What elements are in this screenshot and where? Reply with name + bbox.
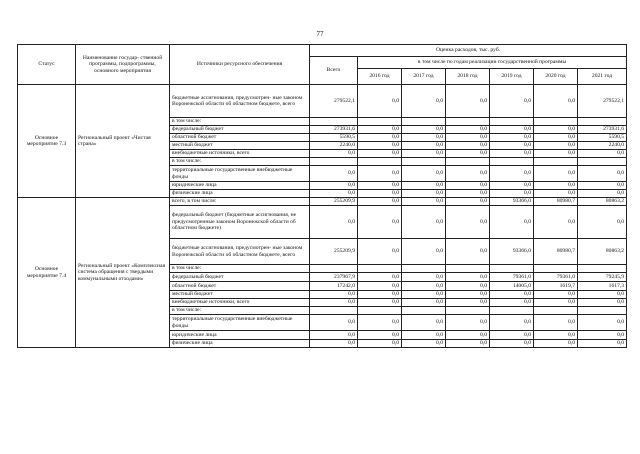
year-value-cell: 0,0 [534,150,578,158]
total-value-cell: 0,0 [310,190,358,198]
year-value-cell [446,265,490,273]
year-value-cell: 0,0 [358,166,402,182]
year-value-cell: 0,0 [534,291,578,299]
year-value-cell [402,307,446,315]
year-value-cell [446,158,490,166]
status-cell: Основное мероприятие 7.4 [18,198,76,348]
year-value-cell: 0,0 [446,331,490,340]
year-value-cell: 5590,5 [578,134,627,142]
total-value-cell: 0,0 [310,299,358,307]
total-value-cell: 5590,5 [310,134,358,142]
year-header: 2017 год [402,69,446,85]
year-value-cell: 0,0 [402,126,446,134]
table-body [18,85,627,348]
year-value-cell: 0,0 [358,331,402,340]
table-row [18,198,627,206]
year-value-cell: 0,0 [534,315,578,331]
year-value-cell: 0,0 [534,85,578,118]
total-value-cell: 237967,9 [310,273,358,282]
sources-header: Источники ресурсного обеспечения [170,45,310,85]
year-value-cell: 0,0 [534,299,578,307]
year-value-cell: 0,0 [402,134,446,142]
year-value-cell [578,158,627,166]
year-value-cell [358,307,402,315]
program-name-cell: Региональный проект «Комплексная система обращения с твердыми коммунальными отходами» [76,198,170,348]
year-value-cell [534,118,578,126]
year-value-cell [534,265,578,273]
year-value-cell: 0,0 [446,85,490,118]
year-value-cell: 0,0 [446,299,490,307]
year-value-cell: 0,0 [358,239,402,265]
year-value-cell: 0,0 [446,126,490,134]
year-value-cell: 0,0 [490,340,534,348]
year-value-cell: 0,0 [358,85,402,118]
year-value-cell: 0,0 [490,182,534,190]
year-value-cell: 0,0 [402,282,446,291]
year-value-cell [490,307,534,315]
source-cell: областной бюджет [170,134,310,142]
year-value-cell: 0,0 [534,331,578,340]
year-value-cell: 0,0 [490,142,534,150]
year-value-cell: 0,0 [578,166,627,182]
year-value-cell [490,158,534,166]
year-value-cell: 0,0 [446,142,490,150]
year-value-cell: 1619,7 [534,282,578,291]
year-value-cell: 0,0 [534,166,578,182]
year-value-cell: 0,0 [358,273,402,282]
year-value-cell: 0,0 [358,299,402,307]
year-value-cell: 0,0 [358,282,402,291]
year-value-cell [402,265,446,273]
source-cell: в том числе: [170,307,310,315]
total-value-cell: 17242,0 [310,282,358,291]
source-cell: бюджетные ассигнования, предусмотрен- ные законом Воронежской области об областном бюджете, всего [170,85,310,118]
year-value-cell: 0,0 [402,198,446,206]
year-value-cell: 273931,6 [578,126,627,134]
total-value-cell: 2240,0 [310,142,358,150]
year-header: 2016 год [358,69,402,85]
year-value-cell: 0,0 [534,340,578,348]
source-cell: физические лица [170,340,310,348]
year-value-cell: 93366,0 [490,239,534,265]
year-value-cell [534,307,578,315]
source-cell: внебюджетные источники, всего [170,150,310,158]
year-value-cell [446,118,490,126]
year-value-cell: 79361,0 [490,273,534,282]
year-value-cell [490,265,534,273]
year-value-cell: 79245,9 [578,273,627,282]
year-value-cell: 0,0 [490,331,534,340]
year-value-cell [402,118,446,126]
source-cell: территориальные государственные внебюджетные фонды [170,166,310,182]
year-value-cell: 0,0 [578,291,627,299]
year-value-cell [358,118,402,126]
year-value-cell: 93366,0 [490,198,534,206]
year-value-cell: 0,0 [402,166,446,182]
year-value-cell [578,265,627,273]
year-value-cell: 0,0 [534,134,578,142]
by-year-header: в том числе по годам реализации государственной программы [358,57,627,69]
source-cell: местный бюджет [170,291,310,299]
year-value-cell: 0,0 [490,85,534,118]
year-value-cell [358,265,402,273]
total-value-cell: 0,0 [310,206,358,239]
year-value-cell: 0,0 [402,315,446,331]
year-value-cell: 0,0 [358,126,402,134]
total-value-cell: 0,0 [310,150,358,158]
total-value-cell [310,158,358,166]
total-value-cell: 255209,9 [310,198,358,206]
year-value-cell: 0,0 [358,134,402,142]
year-value-cell: 0,0 [578,150,627,158]
year-value-cell: 0,0 [446,190,490,198]
year-value-cell: 0,0 [402,291,446,299]
year-value-cell: 0,0 [402,299,446,307]
source-cell: областной бюджет [170,282,310,291]
total-value-cell: 0,0 [310,331,358,340]
source-cell: федеральный бюджет [170,273,310,282]
total-header: Всего [310,57,358,85]
year-value-cell [578,307,627,315]
source-cell: юридические лица [170,331,310,340]
year-value-cell: 0,0 [534,206,578,239]
year-value-cell [402,158,446,166]
year-value-cell: 0,0 [490,134,534,142]
year-value-cell: 0,0 [358,340,402,348]
status-cell: Основное мероприятие 7.3 [18,85,76,198]
source-cell: федеральный бюджет (бюджетные ассигнования, не предусмотренные законом Воронежской области об областном бюджете) [170,206,310,239]
year-value-cell: 0,0 [358,142,402,150]
total-value-cell [310,307,358,315]
total-value-cell: 279522,1 [310,85,358,118]
year-header: 2020 год [534,69,578,85]
year-value-cell: 0,0 [358,182,402,190]
source-cell: бюджетные ассигнования, предусмотрен- ные законом Воронежской области об областном бюджете, всего [170,239,310,265]
budget-table [17,44,627,348]
year-value-cell: 0,0 [578,190,627,198]
year-value-cell: 0,0 [534,182,578,190]
year-value-cell: 1617,3 [578,282,627,291]
year-value-cell: 80863,2 [578,239,627,265]
year-value-cell: 0,0 [446,315,490,331]
year-value-cell [534,158,578,166]
year-value-cell: 0,0 [578,299,627,307]
year-value-cell: 0,0 [358,198,402,206]
year-value-cell: 0,0 [490,190,534,198]
year-value-cell: 0,0 [578,206,627,239]
total-value-cell [310,265,358,273]
total-value-cell: 255209,9 [310,239,358,265]
year-value-cell: 2240,0 [578,142,627,150]
source-cell: федеральный бюджет [170,126,310,134]
year-value-cell: 0,0 [446,134,490,142]
year-value-cell: 0,0 [534,190,578,198]
year-value-cell: 0,0 [578,340,627,348]
year-value-cell: 0,0 [446,291,490,299]
year-value-cell [358,158,402,166]
year-value-cell: 0,0 [490,206,534,239]
year-value-cell: 0,0 [402,85,446,118]
year-value-cell: 0,0 [446,206,490,239]
year-value-cell: 0,0 [402,273,446,282]
year-value-cell: 0,0 [490,166,534,182]
year-value-cell: 0,0 [358,291,402,299]
year-value-cell: 80980,7 [534,239,578,265]
year-value-cell: 0,0 [402,239,446,265]
total-value-cell: 273931,6 [310,126,358,134]
source-cell: территориальные государственные внебюджетные фонды [170,315,310,331]
year-value-cell: 0,0 [358,206,402,239]
year-value-cell: 80980,7 [534,198,578,206]
year-value-cell: 0,0 [490,126,534,134]
program-name-cell: Региональный проект «Чистая страна» [76,85,170,198]
year-value-cell: 0,0 [534,126,578,134]
year-value-cell: 0,0 [534,142,578,150]
year-value-cell: 0,0 [446,282,490,291]
year-value-cell: 79361,0 [534,273,578,282]
status-header: Статус [18,45,76,85]
year-value-cell: 0,0 [358,190,402,198]
year-value-cell: 0,0 [358,150,402,158]
year-value-cell: 0,0 [402,206,446,239]
year-value-cell: 0,0 [490,291,534,299]
page-number: 77 [316,30,324,38]
source-cell: физические лица [170,190,310,198]
total-value-cell: 0,0 [310,315,358,331]
table-header [18,45,627,85]
source-cell: местный бюджет [170,142,310,150]
year-value-cell: 0,0 [490,299,534,307]
year-value-cell [490,118,534,126]
total-value-cell: 0,0 [310,291,358,299]
year-value-cell: 0,0 [446,182,490,190]
year-value-cell: 0,0 [446,340,490,348]
year-value-cell: 0,0 [446,150,490,158]
year-value-cell [446,307,490,315]
year-value-cell: 0,0 [490,315,534,331]
estimate-header: Оценка расходов, тыс. руб. [310,45,627,57]
source-cell: внебюджетные источники, всего [170,299,310,307]
year-value-cell: 0,0 [402,182,446,190]
year-value-cell: 0,0 [490,150,534,158]
year-value-cell: 0,0 [402,190,446,198]
year-value-cell: 80863,2 [578,198,627,206]
year-value-cell: 0,0 [446,198,490,206]
year-value-cell: 0,0 [578,331,627,340]
year-value-cell: 14005,0 [490,282,534,291]
total-value-cell: 0,0 [310,182,358,190]
name-header: Наименование государ- ственной программы, подпрограммы, основного мероприятия [76,45,170,85]
table-row [18,85,627,118]
year-value-cell: 0,0 [402,331,446,340]
year-value-cell: 0,0 [446,239,490,265]
total-value-cell: 0,0 [310,340,358,348]
year-value-cell: 0,0 [358,315,402,331]
year-value-cell: 0,0 [578,315,627,331]
source-cell: в том числе: [170,158,310,166]
year-value-cell: 0,0 [446,273,490,282]
year-value-cell: 0,0 [446,166,490,182]
source-cell: в том числе: [170,118,310,126]
year-value-cell: 0,0 [578,182,627,190]
year-header: 2021 год [578,69,627,85]
source-cell: всего, в том числе: [170,198,310,206]
year-header: 2018 год [446,69,490,85]
year-value-cell [578,118,627,126]
year-value-cell: 279522,1 [578,85,627,118]
source-cell: юридические лица [170,182,310,190]
year-value-cell: 0,0 [402,340,446,348]
year-value-cell: 0,0 [402,150,446,158]
source-cell: в том числе: [170,265,310,273]
year-header: 2019 год [490,69,534,85]
year-value-cell: 0,0 [402,142,446,150]
total-value-cell: 0,0 [310,166,358,182]
total-value-cell [310,118,358,126]
